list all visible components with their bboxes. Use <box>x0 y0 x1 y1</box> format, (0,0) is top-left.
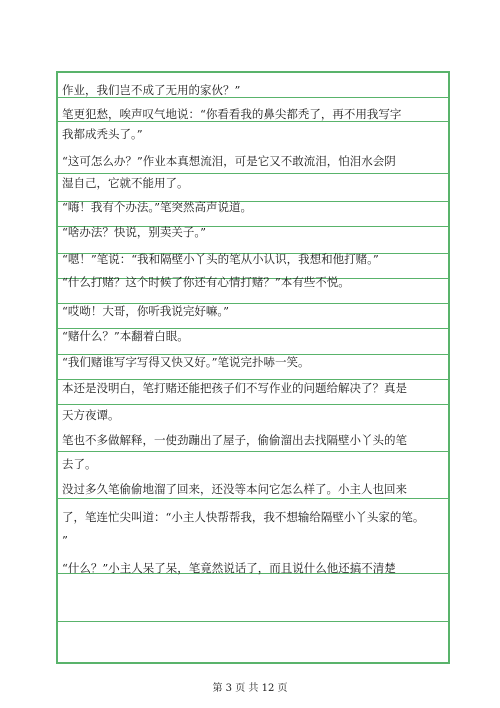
text-line: 了，笔连忙尖叫道：“小主人快帮帮我，我不想输给隔壁小丫头家的笔。 <box>62 510 425 524</box>
text-line: 笔更犯愁，唉声叹气地说：“你看看我的鼻尖都秃了，再不用我写字 <box>62 107 402 121</box>
text-line: “哎呦！大哥，你听我说完好嘛。” <box>62 304 230 318</box>
text-line: 没过多久笔偷偷地溜了回来，还没等本问它怎么样了。小主人也回来 <box>62 482 407 496</box>
text-line: 我都成秃头了。” <box>62 127 143 141</box>
page-footer: 第 3 页 共 12 页 <box>212 683 288 694</box>
text-line: “嗨！我有个办法。”笔突然高声说道。 <box>62 200 253 214</box>
text-line: “嗯！”笔说：“我和隔壁小丫头的笔从小认识，我想和他打赌。” <box>62 252 379 266</box>
rule-line <box>58 121 448 122</box>
text-line: 笔也不多做解释，一使劲蹦出了屋子，偷偷溜出去找隔壁小丫头的笔 <box>62 433 407 447</box>
rule-line <box>58 379 448 380</box>
text-line: 天方夜谭。 <box>62 408 120 422</box>
rule-line <box>58 173 448 174</box>
text-line: “什么？”小主人呆了呆，笔竟然说话了，而且说什么他还搞不清楚 <box>62 561 396 575</box>
rule-line <box>58 451 448 452</box>
text-line: ” <box>62 533 68 547</box>
text-line: 本还是没明白，笔打赌还能把孩子们不写作业的问题给解决了？真是 <box>62 381 407 395</box>
text-line: 作业，我们岂不成了无用的家伙？” <box>62 83 241 97</box>
rule-line <box>58 498 448 499</box>
rule-line <box>58 97 448 98</box>
text-line: “我们赌谁写字写得又快又好。”笔说完扑哧一笑。 <box>62 355 310 369</box>
text-line: “赌什么？”本翻着白眼。 <box>62 329 189 343</box>
rule-line <box>58 404 448 405</box>
text-line: “啥办法？快说，别卖关子。” <box>62 225 207 239</box>
text-line: 去了。 <box>62 457 97 471</box>
text-line: 湿自己，它就不能用了。 <box>62 176 189 190</box>
text-line: “这可怎么办？”作业本真想流泪，可是它又不敢流泪，怕泪水会阴 <box>62 154 396 168</box>
rule-line <box>58 621 448 622</box>
text-line: “什么打赌？这个时候了你还有心情打赌？”本有些不悦。 <box>62 275 350 289</box>
